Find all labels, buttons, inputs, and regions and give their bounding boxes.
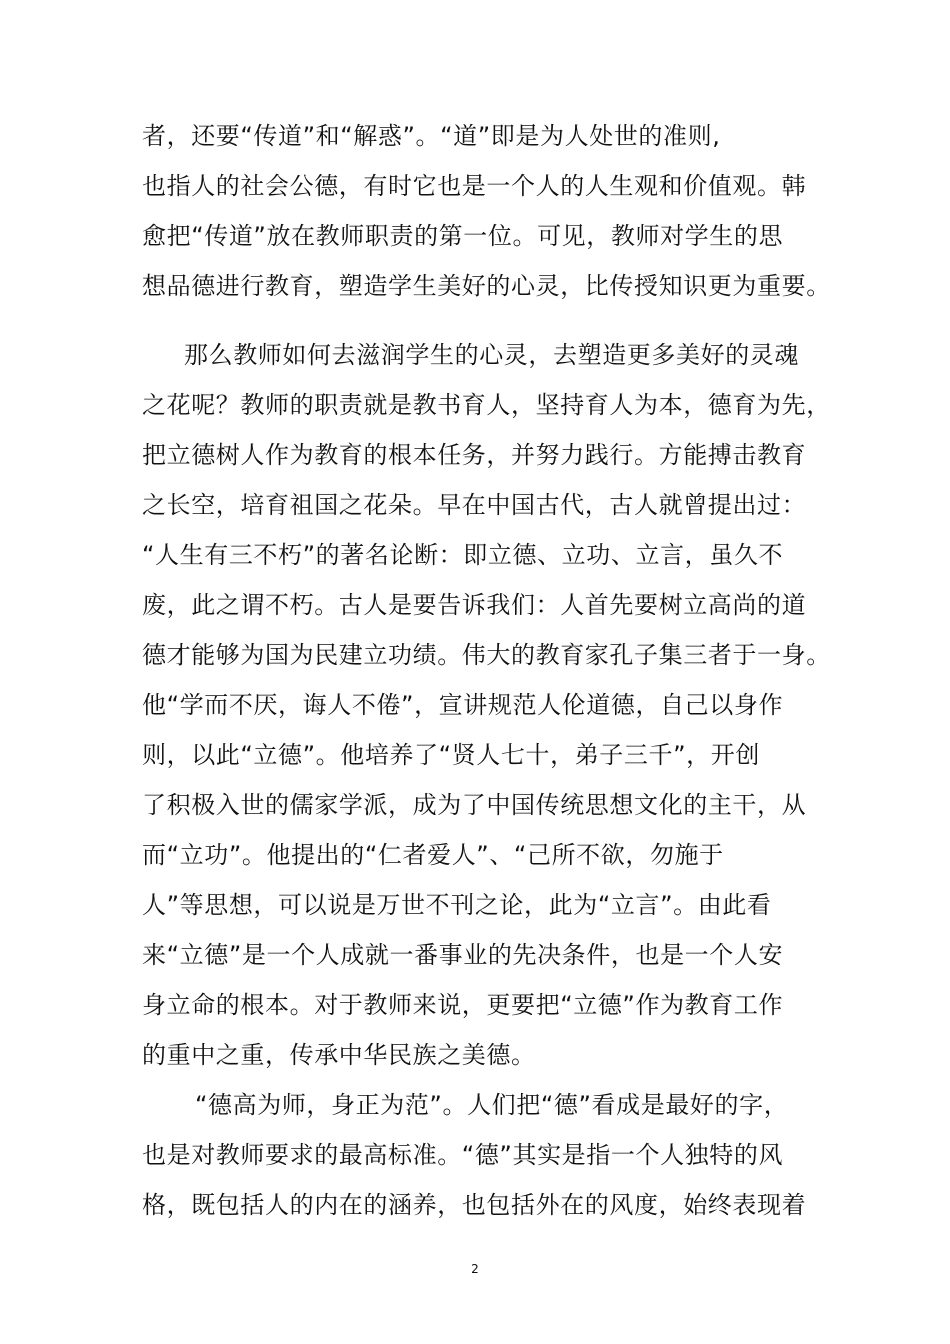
text-line-10: 废，此之谓不朽。古人是要告诉我们：人首先要树立高尚的道: [142, 591, 807, 619]
text-line-17: 来“立德”是一个人成就一番事业的先决条件，也是一个人安: [142, 941, 784, 969]
text-line-2: 也指人的社会公德，有时它也是一个人的人生观和价值观。韩: [142, 172, 807, 200]
text-line-3: 愈把“传道”放在教师职责的第一位。可见，教师对学生的思: [142, 222, 784, 250]
text-line-11: 德才能够为国为民建立功绩。伟大的教育家孔子集三者于一身。: [142, 641, 831, 669]
text-line-20: “德高为师，身正为范”。人们把“德”看成是最好的字，: [195, 1091, 789, 1119]
text-line-12: 他“学而不厌，诲人不倦”，宣讲规范人伦道德，自己以身作: [142, 691, 784, 719]
text-line-1: 者，还要“传道”和“解惑”。“道”即是为人处世的准则,: [142, 122, 721, 150]
text-line-14: 了积极入世的儒家学派，成为了中国传统思想文化的主干，从: [142, 791, 807, 819]
text-line-4: 想品德进行教育，塑造学生美好的心灵，比传授知识更为重要。: [142, 272, 831, 300]
text-line-21: 也是对教师要求的最高标准。“德”其实是指一个人独特的风: [142, 1141, 784, 1169]
text-line-9: “人生有三不朽”的著名论断：即立德、立功、立言，虽久不: [142, 541, 784, 569]
text-line-15: 而“立功”。他提出的“仁者爱人”、“己所不欲，勿施于: [142, 841, 724, 869]
page-number: 2: [471, 1262, 479, 1276]
text-line-13: 则，以此“立德”。他培养了“贤人七十，弟子三千”，开创: [142, 741, 760, 769]
text-line-18: 身立命的根本。对于教师来说，更要把“立德”作为教育工作: [142, 991, 784, 1019]
text-line-5: 那么教师如何去滋润学生的心灵，去塑造更多美好的灵魂: [184, 341, 799, 369]
text-line-22: 格，既包括人的内在的涵养，也包括外在的风度，始终表现着: [142, 1191, 807, 1219]
text-line-19: 的重中之重，传承中华民族之美德。: [142, 1041, 536, 1069]
text-line-8: 之长空，培育祖国之花朵。早在中国古代，古人就曾提出过：: [142, 491, 807, 519]
text-line-16: 人”等思想，可以说是万世不刊之论，此为“立言”。由此看: [142, 891, 772, 919]
text-line-7: 把立德树人作为教育的根本任务，并努力践行。方能搏击教育: [142, 441, 807, 469]
text-line-6: 之花呢？教师的职责就是教书育人，坚持育人为本，德育为先，: [142, 391, 831, 419]
